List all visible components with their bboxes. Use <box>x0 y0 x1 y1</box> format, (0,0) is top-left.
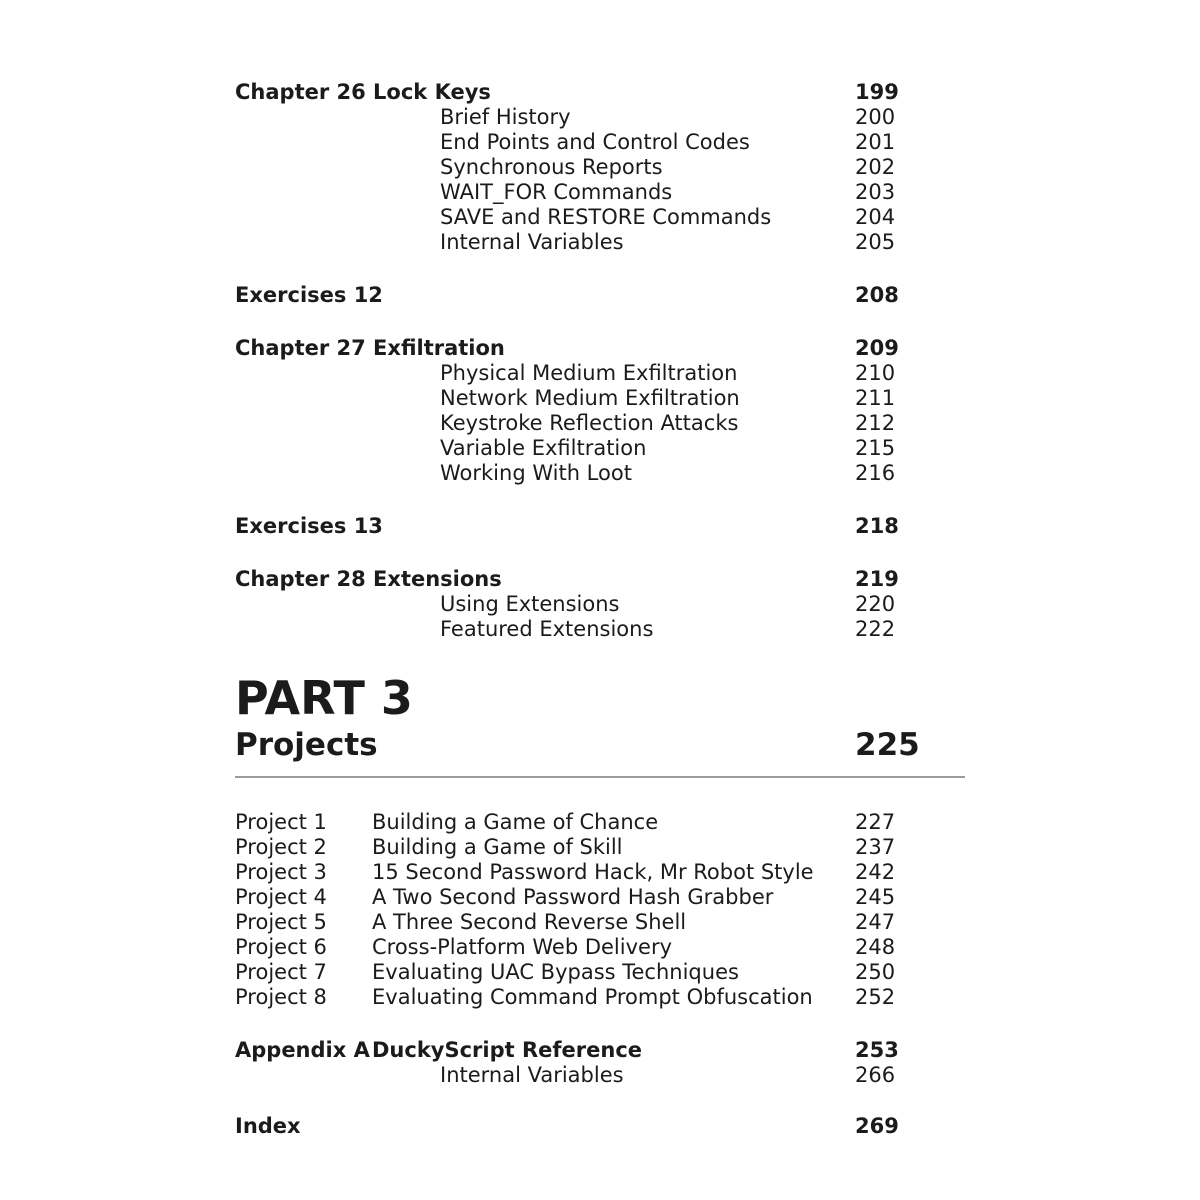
entry-title: Network Medium Exfiltration <box>440 386 740 410</box>
toc-entry <box>235 592 965 617</box>
entry-page-number: 202 <box>855 155 896 179</box>
project-row <box>235 935 965 960</box>
entry-page-number: 215 <box>855 436 896 460</box>
project-title: Building a Game of Skill <box>372 835 623 859</box>
project-label: Project 3 <box>235 860 327 884</box>
entry-page-number: 212 <box>855 411 896 435</box>
entry-title: Variable Exfiltration <box>440 436 647 460</box>
appendix-page-number: 253 <box>855 1038 899 1062</box>
chapter-27-heading-row <box>235 336 965 361</box>
index-page-number: 269 <box>855 1114 899 1138</box>
entry-title: Internal Variables <box>440 230 624 254</box>
entry-title: Synchronous Reports <box>440 155 663 179</box>
entry-page-number: 266 <box>855 1063 896 1087</box>
exercises-12-section <box>235 283 965 308</box>
toc-entry <box>235 361 965 386</box>
project-label: Project 6 <box>235 935 327 959</box>
toc-entry <box>235 617 965 642</box>
project-label: Project 1 <box>235 810 327 834</box>
toc-entry <box>235 105 965 130</box>
entry-title: Using Extensions <box>440 592 620 616</box>
project-page-number: 250 <box>855 960 896 984</box>
toc-entry <box>235 230 965 255</box>
exercises-page-number: 218 <box>855 514 899 538</box>
chapter-page-number: 199 <box>855 80 899 104</box>
project-label: Project 5 <box>235 910 327 934</box>
exercises-heading-row <box>235 514 965 539</box>
projects-list <box>235 810 965 1010</box>
entry-page-number: 216 <box>855 461 896 485</box>
entry-page-number: 204 <box>855 205 896 229</box>
chapter-26-heading-row <box>235 80 965 105</box>
entry-title: WAIT_FOR Commands <box>440 180 673 204</box>
toc-entry <box>235 205 965 230</box>
project-row <box>235 960 965 985</box>
project-title: Cross-Platform Web Delivery <box>372 935 673 959</box>
toc-entry <box>235 180 965 205</box>
toc-entry <box>235 386 965 411</box>
project-title: Evaluating UAC Bypass Techniques <box>372 960 739 984</box>
project-page-number: 247 <box>855 910 896 934</box>
project-label: Project 7 <box>235 960 327 984</box>
entry-page-number: 220 <box>855 592 896 616</box>
entry-page-number: 211 <box>855 386 896 410</box>
project-page-number: 245 <box>855 885 896 909</box>
project-page-number: 248 <box>855 935 896 959</box>
project-row <box>235 835 965 860</box>
part-title: Projects <box>235 727 378 763</box>
project-row <box>235 810 965 835</box>
toc-entry <box>235 155 965 180</box>
project-row <box>235 885 965 910</box>
entry-title: Physical Medium Exfiltration <box>440 361 738 385</box>
project-title: Evaluating Command Prompt Obfuscation <box>372 985 813 1009</box>
project-page-number: 227 <box>855 810 896 834</box>
project-row <box>235 860 965 885</box>
toc-entry <box>235 130 965 155</box>
exercises-13-section <box>235 514 965 539</box>
project-title: 15 Second Password Hack, Mr Robot Style <box>372 860 814 884</box>
toc-entry <box>235 1063 965 1088</box>
project-page-number: 242 <box>855 860 896 884</box>
project-title: A Three Second Reverse Shell <box>372 910 687 934</box>
project-title: A Two Second Password Hash Grabber <box>372 885 774 909</box>
section-divider <box>235 776 965 778</box>
entry-page-number: 205 <box>855 230 896 254</box>
exercises-title: Exercises 12 <box>235 283 383 307</box>
index-heading-row <box>235 1114 965 1139</box>
project-row <box>235 985 965 1010</box>
index-title: Index <box>235 1114 301 1138</box>
project-label: Project 4 <box>235 885 327 909</box>
chapter-title: Chapter 28 Extensions <box>235 567 502 591</box>
exercises-page-number: 208 <box>855 283 899 307</box>
project-title: Building a Game of Chance <box>372 810 659 834</box>
chapter-27-section <box>235 336 965 486</box>
part-page-number: 225 <box>855 727 920 763</box>
entry-title: Featured Extensions <box>440 617 654 641</box>
project-label: Project 8 <box>235 985 327 1009</box>
entry-page-number: 222 <box>855 617 896 641</box>
entry-title: End Points and Control Codes <box>440 130 750 154</box>
chapter-title: Chapter 26 Lock Keys <box>235 80 491 104</box>
table-of-contents <box>235 80 965 1139</box>
entry-page-number: 201 <box>855 130 896 154</box>
entry-title: Internal Variables <box>440 1063 624 1087</box>
toc-entry <box>235 461 965 486</box>
part-title-row <box>235 724 965 766</box>
appendix-section <box>235 1038 965 1088</box>
chapter-page-number: 209 <box>855 336 899 360</box>
chapter-28-section <box>235 567 965 642</box>
exercises-title: Exercises 13 <box>235 514 383 538</box>
project-page-number: 252 <box>855 985 896 1009</box>
entry-page-number: 200 <box>855 105 896 129</box>
part-3-section <box>235 672 965 778</box>
entry-page-number: 203 <box>855 180 896 204</box>
entry-title: Brief History <box>440 105 571 129</box>
index-section <box>235 1114 965 1139</box>
project-label: Project 2 <box>235 835 327 859</box>
entry-title: SAVE and RESTORE Commands <box>440 205 772 229</box>
project-page-number: 237 <box>855 835 896 859</box>
toc-entry <box>235 436 965 461</box>
appendix-heading-row <box>235 1038 965 1063</box>
exercises-heading-row <box>235 283 965 308</box>
entry-title: Working With Loot <box>440 461 632 485</box>
part-label: PART 3 <box>235 671 413 725</box>
chapter-26-section <box>235 80 965 255</box>
chapter-28-heading-row <box>235 567 965 592</box>
appendix-title: DuckyScript Reference <box>372 1038 643 1062</box>
entry-page-number: 210 <box>855 361 896 385</box>
project-row <box>235 910 965 935</box>
toc-entry <box>235 411 965 436</box>
chapter-title: Chapter 27 Exfiltration <box>235 336 505 360</box>
chapter-page-number: 219 <box>855 567 899 591</box>
appendix-label: Appendix A <box>235 1038 370 1062</box>
entry-title: Keystroke Reflection Attacks <box>440 411 739 435</box>
